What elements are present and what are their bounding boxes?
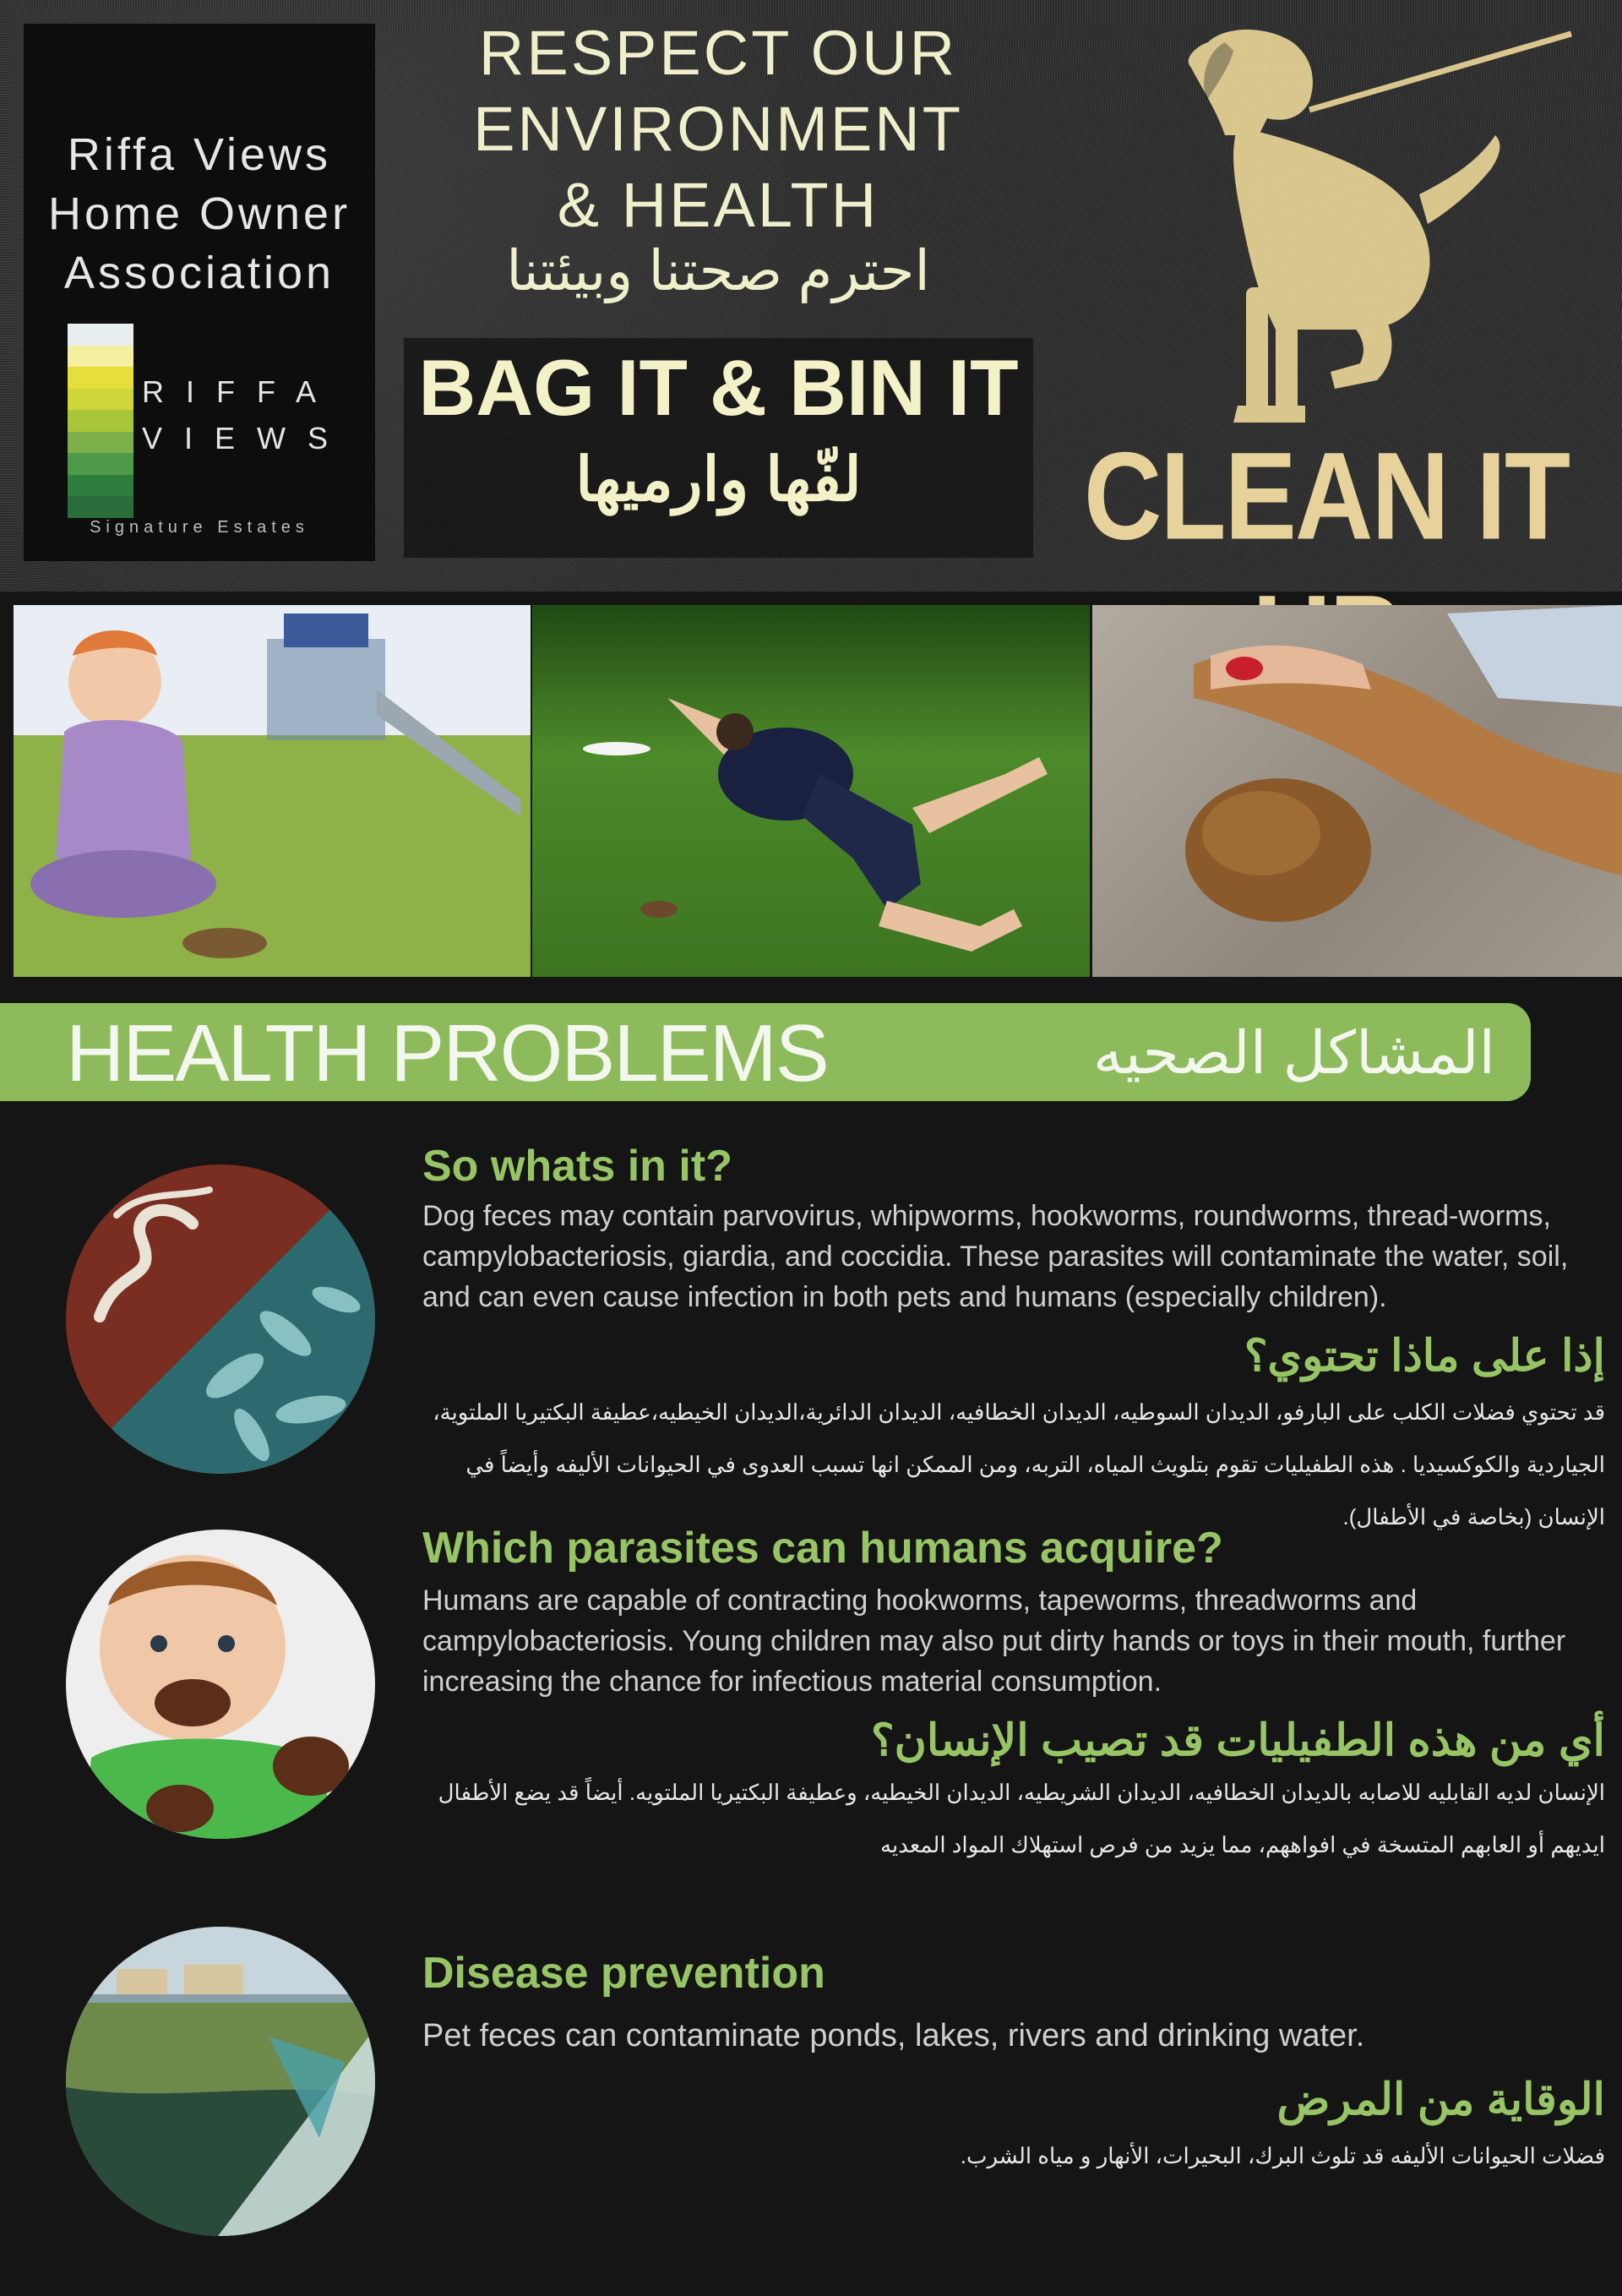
logo-bar bbox=[68, 475, 133, 497]
logo-bar bbox=[68, 324, 133, 346]
association-line: Riffa Views bbox=[67, 129, 332, 180]
photo-sandal-stepping bbox=[1092, 605, 1622, 977]
block-body: Dog feces may contain parvovirus, whipworms, hookworms, roundworms, thread-worms, campylobacteriosis, giardia, and coccidia. These parasites will contaminate the water, soil, and can even cause infection in both pets and humans (especially children). bbox=[422, 1200, 1569, 1313]
block-body-arabic: فضلات الحيوانات الأليفه قد تلوث البرك، البحيرات، الأنهار و مياه الشرب. bbox=[960, 2143, 1605, 2168]
association-name bbox=[24, 125, 375, 303]
block-title-arabic: إذا على ماذا تحتوي؟ bbox=[1244, 1332, 1605, 1381]
logo-word-riffa: RIFFA bbox=[142, 374, 339, 409]
dog-stencil-icon bbox=[1056, 8, 1580, 482]
child-playground-illustration bbox=[14, 605, 531, 977]
bag-it-bin-it-english: BAG IT & BIN IT bbox=[418, 343, 1019, 432]
logo-bar bbox=[68, 432, 133, 454]
logo-bar bbox=[68, 410, 133, 432]
block-title-arabic: أي من هذه الطفيليات قد تصيب الإنسان؟ bbox=[871, 1716, 1605, 1765]
association-line: Association bbox=[63, 248, 335, 298]
logo-word-views: VIEWS bbox=[142, 421, 351, 455]
header-banner bbox=[0, 0, 1622, 592]
photo-frisbee-player bbox=[532, 605, 1090, 977]
logo-color-bars bbox=[68, 324, 133, 518]
block-body-arabic: قد تحتوي فضلات الكلب على البارفو، الديدان السوطيه، الديدان الخطافيه، الديدان الدائرية،الديدان الخيطيه،عطيفة البكتيريا الملتوية، الجياردية والكوكسيديا . هذه الطفيليات تقوم بتلويث المياه، التربه، ومن الممكن انها تسبب العدوى في الحيوانات الأليفه وأيضاً في الإنسان (بخاصة في الأطفال). bbox=[433, 1399, 1605, 1530]
headline-english bbox=[397, 15, 1039, 243]
child-eating-image bbox=[66, 1530, 375, 1839]
photo-child-in-park bbox=[14, 605, 531, 977]
logo-bar bbox=[68, 496, 133, 518]
pond-water-illustration bbox=[66, 1927, 375, 2236]
logo-tagline: Signature Estates bbox=[90, 518, 309, 537]
water-pond-image bbox=[66, 1927, 375, 2236]
sandal-illustration bbox=[1092, 605, 1622, 977]
headline-line: RESPECT OUR bbox=[478, 18, 958, 88]
block-title: Disease prevention bbox=[422, 1949, 825, 1998]
logo-bar bbox=[68, 346, 133, 368]
parasites-illustration bbox=[66, 1164, 375, 1474]
child-face-illustration bbox=[66, 1530, 375, 1839]
headline-arabic: احترم صحتنا وبيئتنا bbox=[506, 239, 930, 302]
section-title-english: HEALTH PROBLEMS bbox=[66, 1008, 828, 1099]
block-title-arabic: الوقاية من المرض bbox=[1276, 2075, 1605, 2124]
headline-line: & HEALTH bbox=[557, 170, 879, 240]
clean-it-up-stencil-text: CLEAN IT bbox=[1083, 427, 1570, 566]
logo-bar bbox=[68, 389, 133, 411]
block-title: Which parasites can humans acquire? bbox=[422, 1524, 1223, 1573]
block-body: Humans are capable of contracting hookworms, tapeworms, threadworms and campylobacteriosis. Young children may also put dirty hands or toys in their mouth, further increasing the chance for infectious material consumption. bbox=[422, 1584, 1566, 1698]
association-line: Home Owner bbox=[47, 188, 351, 239]
block-body-arabic: الإنسان لديه القابليه للاصابه بالديدان الخطافيه، الديدان الشريطيه، الديدان الخيطيه، وعطيفة البكتيريا الملتويه. أيضاً قد يضع الأطفال ايديهم أو العابهم المتسخة في افواههم، مما يزيد من فرص استهلاك المواد المعديه bbox=[438, 1780, 1605, 1857]
logo-bar bbox=[68, 453, 133, 475]
block-body: Pet feces can contaminate ponds, lakes, rivers and drinking water. bbox=[422, 2018, 1365, 2053]
headline-line: ENVIRONMENT bbox=[473, 94, 963, 164]
block-title: So whats in it? bbox=[422, 1142, 732, 1191]
section-title-arabic: المشاكل الصحيه bbox=[1092, 1020, 1495, 1086]
logo-bar bbox=[68, 367, 133, 389]
parasites-microscope-image bbox=[66, 1164, 375, 1474]
bag-it-bin-it-arabic: لفّها وارميها bbox=[575, 446, 862, 514]
association-logo-panel bbox=[24, 24, 375, 561]
frisbee-player-illustration bbox=[532, 605, 1090, 977]
